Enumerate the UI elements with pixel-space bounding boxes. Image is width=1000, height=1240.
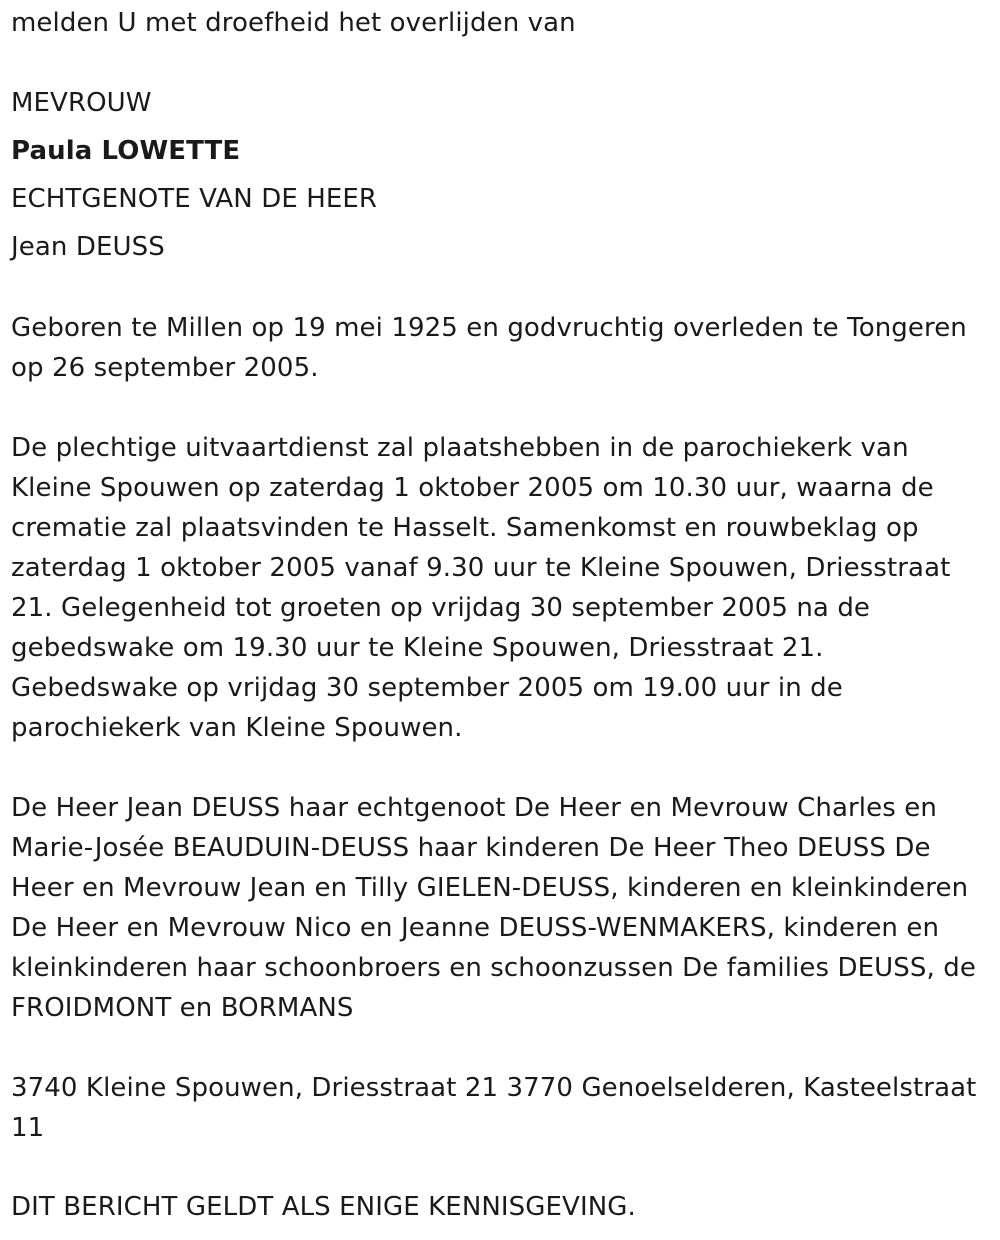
service-details-paragraph: De plechtige uitvaartdienst zal plaatshebben in de parochiekerk van Kleine Spouwen op zaterdag 1 oktober 2005 om 10.30 uur, waarna de crematie zal plaatsvinden te Hasselt. Samenkomst en rouwbeklag op zaterdag 1 oktober 2005 vanaf 9.30 uur te Kleine Spouwen, Driesstraat 21. Gelegenheid tot groeten op vrijdag 30 september 2005 na de gebedswake om 19.30 uur te Kleine Spouwen, Driesstraat 21. Gebedswake op vrijdag 30 september 2005 om 19.00 uur in de parochiekerk van Kleine Spouwen. bbox=[11, 433, 951, 743]
deceased-name: Paula LOWETTE bbox=[11, 136, 241, 166]
spouse-name: Jean DEUSS bbox=[11, 232, 165, 262]
intro-text: melden U met droefheid het overlijden van bbox=[11, 8, 576, 38]
relation-text: ECHTGENOTE VAN DE HEER bbox=[11, 184, 378, 214]
honorific: MEVROUW bbox=[11, 88, 152, 118]
closing-text: DIT BERICHT GELDT ALS ENIGE KENNISGEVING. bbox=[11, 1192, 636, 1222]
family-paragraph: De Heer Jean DEUSS haar echtgenoot De Heer en Mevrouw Charles en Marie-Josée BEAUDUIN-DEUSS haar kinderen De Heer Theo DEUSS De Heer en Mevrouw Jean en Tilly GIELEN-DEUSS, kinderen en kleinkinderen De Heer en Mevrouw Nico en Jeanne DEUSS-WENMAKERS, kinderen en kleinkinderen haar schoonbroers en schoonzussen De families DEUSS, de FROIDMONT en BORMANS bbox=[11, 793, 976, 1023]
birth-death-paragraph: Geboren te Millen op 19 mei 1925 en godvruchtig overleden te Tongeren op 26 september 2005. bbox=[11, 313, 967, 383]
addresses-paragraph: 3740 Kleine Spouwen, Driesstraat 21 3770 Genoelselderen, Kasteelstraat 11 bbox=[11, 1073, 977, 1143]
